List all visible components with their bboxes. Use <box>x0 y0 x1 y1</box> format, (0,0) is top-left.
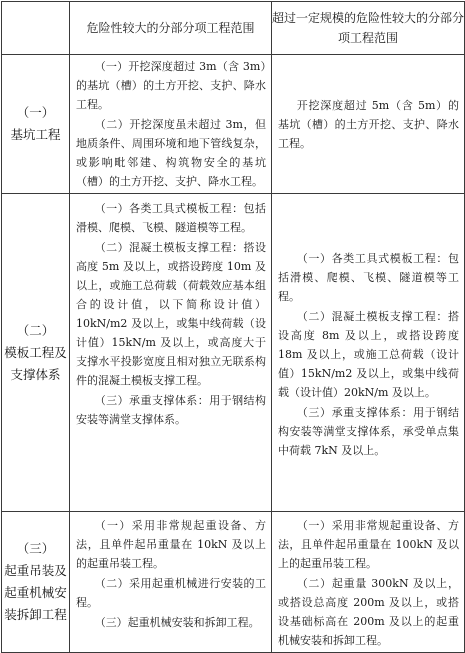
large-scale-scope-cell <box>272 194 465 512</box>
table-row <box>2 194 465 512</box>
category-title: 起重吊装及 <box>4 563 67 578</box>
category-cell <box>2 194 70 512</box>
header-row <box>2 2 465 55</box>
scope-item: （二）混凝土模板支撑工程：搭设高度 5m 及以上，或搭设跨度 10m 及以上，或施工总荷载（荷载效应基本组合的设计值，以下简称设计值）10kN/m2 及以上，或集中线荷载（设计值）15kN/m 及以上，或高度大于支撑水平投影宽度且相对独立无联系构件的混凝土模板支撑工程。 <box>76 241 266 387</box>
category-title: 基坑工程 <box>10 127 61 142</box>
scope-item: （一）各类工具式模板工程：包括滑模、爬模、飞模、隧道模等工程。 <box>76 202 266 234</box>
scope-item: （一）各类工具式模板工程：包括滑模、爬模、飞模、隧道模等工程。 <box>278 251 459 303</box>
large-scale-scope-cell <box>272 55 465 194</box>
category-number: （三） <box>16 541 55 556</box>
scope-item: （二）开挖深度虽未超过 3m，但地质条件、周围环境和地下管线复杂，或影响毗邻建、构筑物安全的基坑（槽）的土方开挖、支护、降水工程。 <box>76 118 266 188</box>
table-row <box>2 512 465 653</box>
dangerous-scope-cell <box>70 55 272 194</box>
scope-item: （二）采用起重机械进行安装的工程。 <box>76 577 266 609</box>
scope-item: （三）起重机械安装和拆卸工程。 <box>94 616 260 629</box>
category-title: 支撑体系 <box>10 366 61 382</box>
engineering-scope-table <box>1 1 465 653</box>
category-title: 模板工程及 <box>4 344 67 360</box>
header-category <box>2 2 70 55</box>
scope-item: （二）混凝土模板支撑工程：搭设高度 8m 及以上，或搭设跨度 18m 及以上，或施工总荷载（设计值）15kN/m2 及以上，或集中线荷载（设计值）20kN/m 及以上。 <box>278 309 459 399</box>
scope-item: （三）承重支撑体系：用于钢结构安装等满堂支撑体系。 <box>76 394 266 426</box>
category-cell <box>2 55 70 194</box>
category-cell <box>2 512 70 653</box>
category-title: 装拆卸工程 <box>4 607 67 622</box>
table-row <box>2 55 465 194</box>
scope-item: 开挖深度超过 5m（含 5m）的基坑（槽）的土方开挖、支护、降水工程。 <box>278 98 459 150</box>
scope-item: （二）起重量 300kN 及以上，或搭设总高度 200m 及以上，或搭设基础标高在 200m 及以上的起重机械安装和拆卸工程。 <box>278 577 459 647</box>
scope-item: （三）承重支撑体系：用于钢结构安装等满堂支撑体系，承受单点集中荷载 7kN 及以上。 <box>278 405 459 457</box>
scope-item: （一）采用非常规起重设备、方法，且单件起吊重量在 10kN 及以上的起重吊装工程。 <box>76 519 266 570</box>
category-number: （一） <box>16 105 55 120</box>
header-dangerous-scope: 危险性较大的分部分项工程范围 <box>70 2 272 55</box>
header-large-scale-scope: 超过一定规模的危险性较大的分部分项工程范围 <box>272 2 465 55</box>
dangerous-scope-cell <box>70 512 272 653</box>
dangerous-scope-cell <box>70 194 272 512</box>
scope-item: （一）开挖深度超过 3m（含 3m）的基坑（槽）的土方开挖、支护、降水工程。 <box>76 60 266 111</box>
scope-item: （一）采用非常规起重设备、方法，且单件起吊重量在 100kN 及以上的起重吊装工程。 <box>278 519 459 570</box>
category-number: （二） <box>16 322 55 338</box>
large-scale-scope-cell <box>272 512 465 653</box>
category-title: 起重机械安 <box>4 585 67 600</box>
